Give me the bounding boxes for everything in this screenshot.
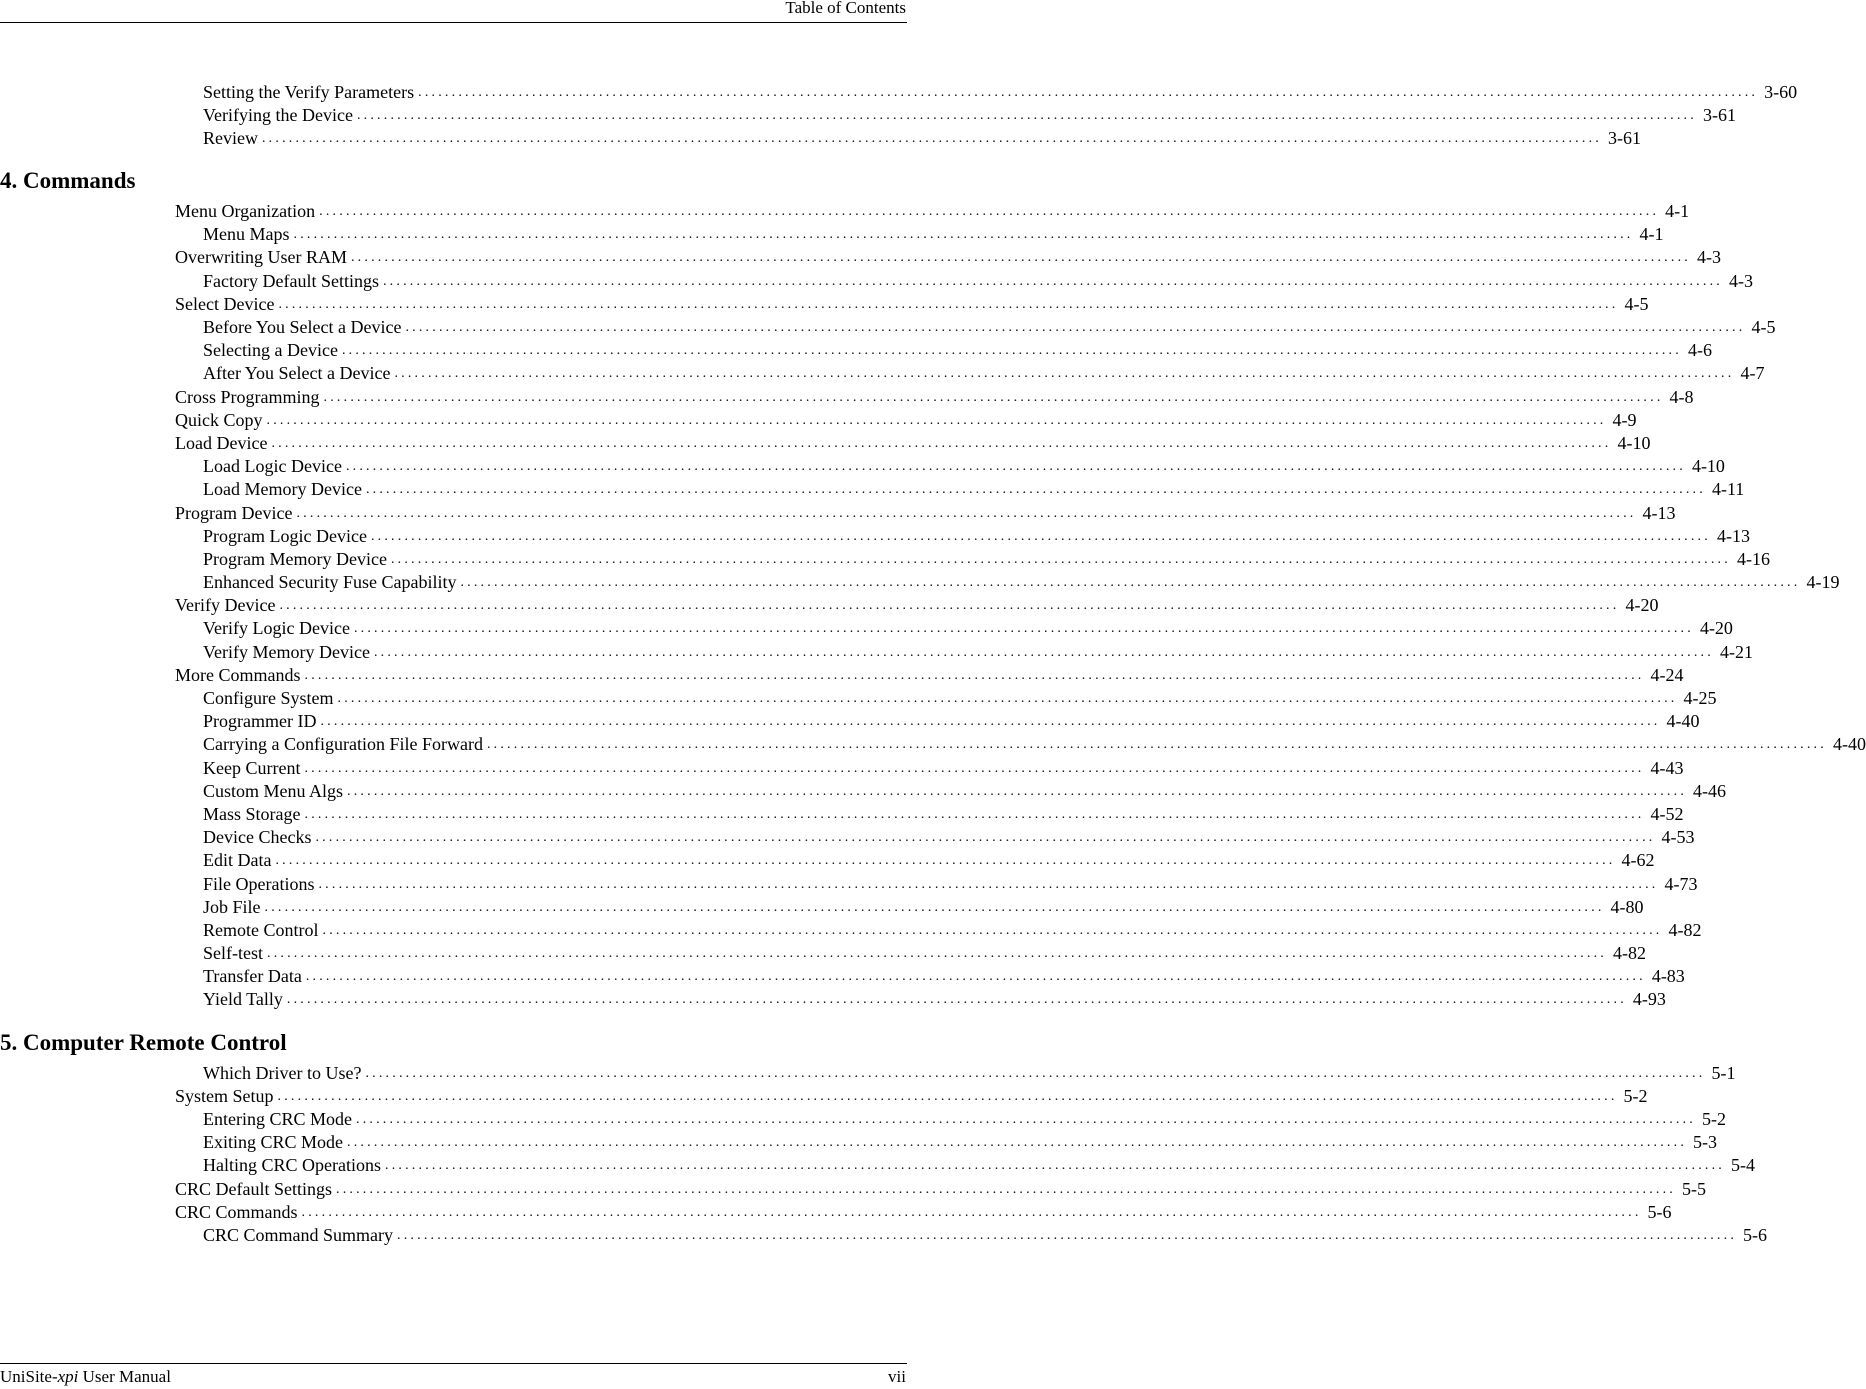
toc-entry-page: 4-40	[1666, 711, 1700, 732]
toc-entry-title: Halting CRC Operations	[203, 1155, 381, 1176]
toc-entry[interactable]	[0, 316, 1776, 339]
toc-entry-page: 4-82	[1668, 919, 1702, 940]
toc-entry-page: 4-20	[1699, 618, 1733, 639]
toc-entry[interactable]	[0, 826, 1695, 849]
toc-entry-page: 5-2	[1623, 1085, 1648, 1106]
toc-entry-title: Before You Select a Device	[203, 317, 402, 337]
toc-entry-page: 3-61	[1702, 104, 1736, 125]
toc-entry[interactable]	[0, 525, 1750, 548]
toc-entry-title: Programmer ID	[203, 711, 317, 732]
dot-leader: ........................................................................................................................................................................................................	[296, 505, 1637, 521]
toc-entry-page: 5-1	[1711, 1062, 1736, 1083]
dot-leader: ........................................................................................................................................................................................................	[353, 621, 1694, 637]
toc-entry[interactable]	[0, 339, 1712, 362]
toc-entry-page: 3-60	[1764, 81, 1798, 102]
toc-entry[interactable]	[0, 270, 1753, 293]
dot-leader: ........................................................................................................................................................................................................	[261, 130, 1602, 146]
dot-leader: ........................................................................................................................................................................................................	[319, 204, 1660, 220]
toc-entry[interactable]	[0, 548, 1770, 571]
toc-entry-title: Verifying the Device	[203, 104, 353, 125]
toc-entry-title: Menu Organization	[175, 201, 316, 222]
dot-leader: ........................................................................................................................................................................................................	[382, 273, 1723, 289]
dot-leader: ........................................................................................................................................................................................................	[322, 922, 1663, 938]
toc-entry-page: 4-6	[1687, 340, 1712, 361]
toc-entry-title: Device Checks	[203, 827, 312, 848]
toc-entry[interactable]	[0, 1085, 1648, 1108]
toc-entry[interactable]	[0, 386, 1694, 409]
dot-leader: ........................................................................................................................................................................................................	[277, 1088, 1618, 1104]
toc-entry-page: 4-25	[1683, 688, 1717, 708]
toc-entry-page: 5-6	[1743, 1224, 1768, 1245]
toc-entry-page: 4-5	[1751, 317, 1776, 337]
dot-leader: ........................................................................................................................................................................................................	[405, 320, 1746, 335]
toc-entry-page: 5-2	[1702, 1109, 1726, 1129]
toc-entry-page: 4-24	[1650, 664, 1684, 685]
toc-entry[interactable]	[0, 942, 1646, 965]
toc-entry-page: 4-8	[1669, 386, 1694, 407]
toc-entry[interactable]	[0, 757, 1684, 780]
dot-leader: ........................................................................................................................................................................................................	[278, 296, 1619, 312]
toc-entry-title: Verify Logic Device	[203, 618, 350, 639]
chapter-heading[interactable]: 4. Commands	[0, 168, 136, 194]
toc-entry[interactable]	[0, 1131, 1718, 1154]
toc-entry[interactable]	[0, 127, 1641, 150]
dot-leader: ........................................................................................................................................................................................................	[460, 575, 1801, 591]
toc-entry[interactable]	[0, 223, 1664, 246]
toc-entry[interactable]	[0, 664, 1684, 687]
dot-leader: ........................................................................................................................................................................................................	[286, 992, 1627, 1008]
toc-entry[interactable]	[0, 780, 1727, 803]
toc-entry-page: 4-73	[1664, 873, 1698, 894]
dot-leader: ........................................................................................................................................................................................................	[397, 1227, 1738, 1243]
dot-leader: ........................................................................................................................................................................................................	[264, 899, 1605, 915]
toc-entry-title: Cross Programming	[175, 386, 320, 407]
toc-entry-page: 4-11	[1711, 479, 1745, 500]
dot-leader: ........................................................................................................................................................................................................	[293, 227, 1634, 243]
toc-entry[interactable]	[0, 1154, 1755, 1177]
dot-leader: ........................................................................................................................................................................................................	[315, 830, 1656, 846]
toc-entry-title: File Operations	[203, 873, 315, 894]
dot-leader: ........................................................................................................................................................................................................	[394, 366, 1735, 382]
dot-leader: ........................................................................................................................................................................................................	[385, 1158, 1725, 1174]
toc-entry-title: Factory Default Settings	[203, 270, 379, 291]
toc-entry-page: 4-3	[1696, 247, 1721, 268]
manual-title-prefix: UniSite-	[0, 1367, 58, 1386]
dot-leader: ........................................................................................................................................................................................................	[345, 459, 1686, 475]
toc-entry[interactable]	[0, 873, 1698, 896]
toc-entry-title: Job File	[203, 896, 261, 917]
dot-leader: ........................................................................................................................................................................................................	[486, 737, 1827, 753]
toc-entry-page: 5-5	[1682, 1178, 1706, 1199]
toc-entry-title: Menu Maps	[203, 224, 290, 245]
toc-entry-title: Custom Menu Algs	[203, 780, 344, 801]
table-of-contents	[0, 81, 1866, 1248]
toc-entry-title: Program Device	[175, 502, 293, 523]
toc-entry[interactable]	[0, 409, 1637, 432]
dot-leader: ........................................................................................................................................................................................................	[356, 1112, 1696, 1127]
dot-leader: ........................................................................................................................................................................................................	[350, 250, 1691, 266]
toc-entry[interactable]	[0, 617, 1733, 640]
dot-leader: ........................................................................................................................................................................................................	[336, 1181, 1676, 1197]
toc-entry-page: 4-20	[1625, 595, 1659, 616]
dot-leader: ........................................................................................................................................................................................................	[304, 760, 1645, 776]
toc-entry-page: 4-13	[1642, 502, 1676, 523]
dot-leader: ........................................................................................................................................................................................................	[347, 783, 1688, 799]
dot-leader: ........................................................................................................................................................................................................	[323, 389, 1664, 405]
toc-entry-title: Entering CRC Mode	[203, 1109, 352, 1129]
toc-entry[interactable]	[0, 965, 1685, 988]
toc-entry-title: After You Select a Device	[203, 363, 391, 384]
dot-leader: ........................................................................................................................................................................................................	[305, 969, 1646, 985]
toc-entry[interactable]	[0, 1224, 1768, 1247]
toc-entry-title: Program Memory Device	[203, 548, 387, 569]
toc-entry[interactable]	[0, 571, 1840, 594]
toc-entry[interactable]	[0, 200, 1690, 223]
running-header: Table of Contents	[785, 0, 906, 17]
toc-entry-page: 4-46	[1693, 780, 1727, 801]
dot-leader: ........................................................................................................................................................................................................	[370, 528, 1711, 544]
toc-entry[interactable]	[0, 641, 1753, 664]
toc-entry-page: 4-1	[1639, 224, 1664, 245]
toc-entry-title: Self-test	[203, 943, 263, 964]
toc-entry-page: 4-52	[1650, 803, 1684, 824]
toc-entry[interactable]	[0, 104, 1736, 127]
dot-leader: ........................................................................................................................................................................................................	[365, 1065, 1706, 1081]
dot-leader: ........................................................................................................................................................................................................	[365, 482, 1706, 498]
toc-entry-title: Carrying a Configuration File Forward	[203, 734, 483, 755]
toc-entry-title: Enhanced Security Fuse Capability	[203, 572, 457, 593]
toc-entry-page: 4-5	[1624, 293, 1649, 314]
toc-entry[interactable]	[0, 1108, 1726, 1131]
toc-entry-page: 4-82	[1613, 943, 1646, 964]
toc-entry[interactable]	[0, 293, 1649, 316]
toc-entry[interactable]	[0, 1062, 1736, 1085]
toc-entry-title: Which Driver to Use?	[203, 1062, 362, 1083]
toc-entry[interactable]	[0, 502, 1676, 525]
toc-entry-title: Program Logic Device	[203, 525, 367, 546]
toc-entry-page: 4-3	[1728, 270, 1753, 291]
toc-entry-title: Load Device	[175, 432, 268, 453]
toc-entry[interactable]	[0, 478, 1745, 501]
toc-entry-title: CRC Command Summary	[203, 1224, 394, 1245]
toc-entry-title: Review	[203, 127, 258, 148]
toc-entry[interactable]	[0, 246, 1721, 269]
toc-entry-page: 4-83	[1651, 966, 1685, 987]
manual-title-suffix: User Manual	[78, 1367, 171, 1386]
dot-leader: ........................................................................................................................................................................................................	[337, 691, 1678, 706]
toc-entry[interactable]	[0, 455, 1725, 478]
dot-leader: ........................................................................................................................................................................................................	[347, 1135, 1688, 1151]
dot-leader: ........................................................................................................................................................................................................	[390, 551, 1731, 567]
toc-entry-title: Configure System	[203, 688, 334, 708]
dot-leader: ........................................................................................................................................................................................................	[418, 84, 1759, 100]
toc-entry[interactable]	[0, 803, 1684, 826]
toc-entry-page: 4-1	[1665, 201, 1690, 222]
toc-entry[interactable]	[0, 733, 1866, 756]
toc-entry-title: Remote Control	[203, 919, 319, 940]
toc-entry[interactable]	[0, 81, 1798, 104]
toc-entry-title: Edit Data	[203, 850, 272, 871]
toc-entry-title: CRC Commands	[175, 1201, 298, 1222]
dot-leader: ........................................................................................................................................................................................................	[318, 876, 1659, 892]
toc-entry-page: 4-43	[1650, 757, 1684, 778]
toc-entry-page: 4-80	[1610, 896, 1644, 917]
toc-entry[interactable]	[0, 362, 1765, 385]
toc-entry[interactable]	[0, 432, 1651, 455]
toc-entry[interactable]	[0, 687, 1717, 710]
toc-entry-page: 3-61	[1607, 127, 1641, 148]
toc-entry-title: Verify Device	[175, 595, 276, 616]
page-number: vii	[888, 1367, 906, 1386]
toc-entry-page: 4-62	[1621, 850, 1655, 871]
toc-entry-title: Mass Storage	[203, 803, 301, 824]
toc-entry-page: 4-13	[1716, 525, 1750, 546]
toc-entry-title: Selecting a Device	[203, 340, 338, 361]
toc-entry-title: Select Device	[175, 293, 275, 314]
dot-leader: ........................................................................................................................................................................................................	[356, 107, 1697, 123]
toc-entry-title: Setting the Verify Parameters	[203, 81, 415, 102]
toc-entry-title: Quick Copy	[175, 409, 263, 430]
toc-entry-title: More Commands	[175, 664, 301, 685]
toc-entry-title: CRC Default Settings	[175, 1178, 332, 1199]
toc-entry[interactable]	[0, 710, 1700, 733]
chapter-heading[interactable]: 5. Computer Remote Control	[0, 1029, 287, 1055]
toc-entry[interactable]	[0, 849, 1655, 872]
toc-entry-page: 4-10	[1617, 432, 1651, 453]
footer-rule	[0, 1363, 907, 1364]
toc-entry[interactable]	[0, 988, 1666, 1011]
toc-entry-page: 5-4	[1731, 1155, 1755, 1176]
toc-entry-page: 5-3	[1693, 1132, 1718, 1153]
toc-entry[interactable]	[0, 896, 1644, 919]
toc-entry-title: Verify Memory Device	[203, 641, 370, 662]
toc-entry-page: 4-16	[1736, 548, 1770, 569]
toc-entry[interactable]	[0, 919, 1702, 942]
toc-entry-page: 5-6	[1647, 1201, 1672, 1222]
toc-entry[interactable]	[0, 594, 1659, 617]
toc-entry-title: System Setup	[175, 1085, 274, 1106]
toc-entry-title: Transfer Data	[203, 966, 302, 987]
dot-leader: ........................................................................................................................................................................................................	[373, 644, 1714, 660]
dot-leader: ........................................................................................................................................................................................................	[301, 1204, 1642, 1220]
dot-leader: ........................................................................................................................................................................................................	[341, 343, 1682, 359]
toc-entry-title: Keep Current	[203, 757, 301, 778]
dot-leader: ........................................................................................................................................................................................................	[275, 853, 1616, 869]
footer-manual-title	[0, 1367, 171, 1387]
toc-entry-page: 4-19	[1806, 572, 1840, 593]
manual-title-italic: xpi	[57, 1367, 79, 1386]
toc-entry[interactable]	[0, 1178, 1706, 1201]
dot-leader: ........................................................................................................................................................................................................	[304, 806, 1645, 822]
dot-leader: ........................................................................................................................................................................................................	[266, 412, 1607, 428]
toc-entry-page: 4-7	[1740, 363, 1765, 384]
toc-entry-page: 4-93	[1632, 989, 1666, 1010]
toc-entry-page: 4-40	[1832, 734, 1866, 755]
toc-entry-page: 4-53	[1661, 827, 1695, 848]
toc-entry-page: 4-21	[1719, 641, 1753, 662]
toc-entry-page: 4-10	[1691, 456, 1725, 477]
dot-leader: ........................................................................................................................................................................................................	[267, 946, 1607, 962]
dot-leader: ........................................................................................................................................................................................................	[304, 667, 1645, 683]
toc-entry-title: Load Memory Device	[203, 479, 362, 500]
toc-entry-title: Overwriting User RAM	[175, 247, 347, 268]
toc-entry-title: Yield Tally	[203, 989, 283, 1010]
toc-entry-title: Exiting CRC Mode	[203, 1132, 344, 1153]
toc-entry-title: Load Logic Device	[203, 456, 342, 477]
header-rule	[0, 22, 907, 23]
toc-entry[interactable]	[0, 1201, 1672, 1224]
toc-entry-page: 4-9	[1612, 409, 1637, 430]
dot-leader: ........................................................................................................................................................................................................	[271, 435, 1612, 451]
dot-leader: ........................................................................................................................................................................................................	[279, 598, 1620, 614]
dot-leader: ........................................................................................................................................................................................................	[320, 714, 1661, 730]
